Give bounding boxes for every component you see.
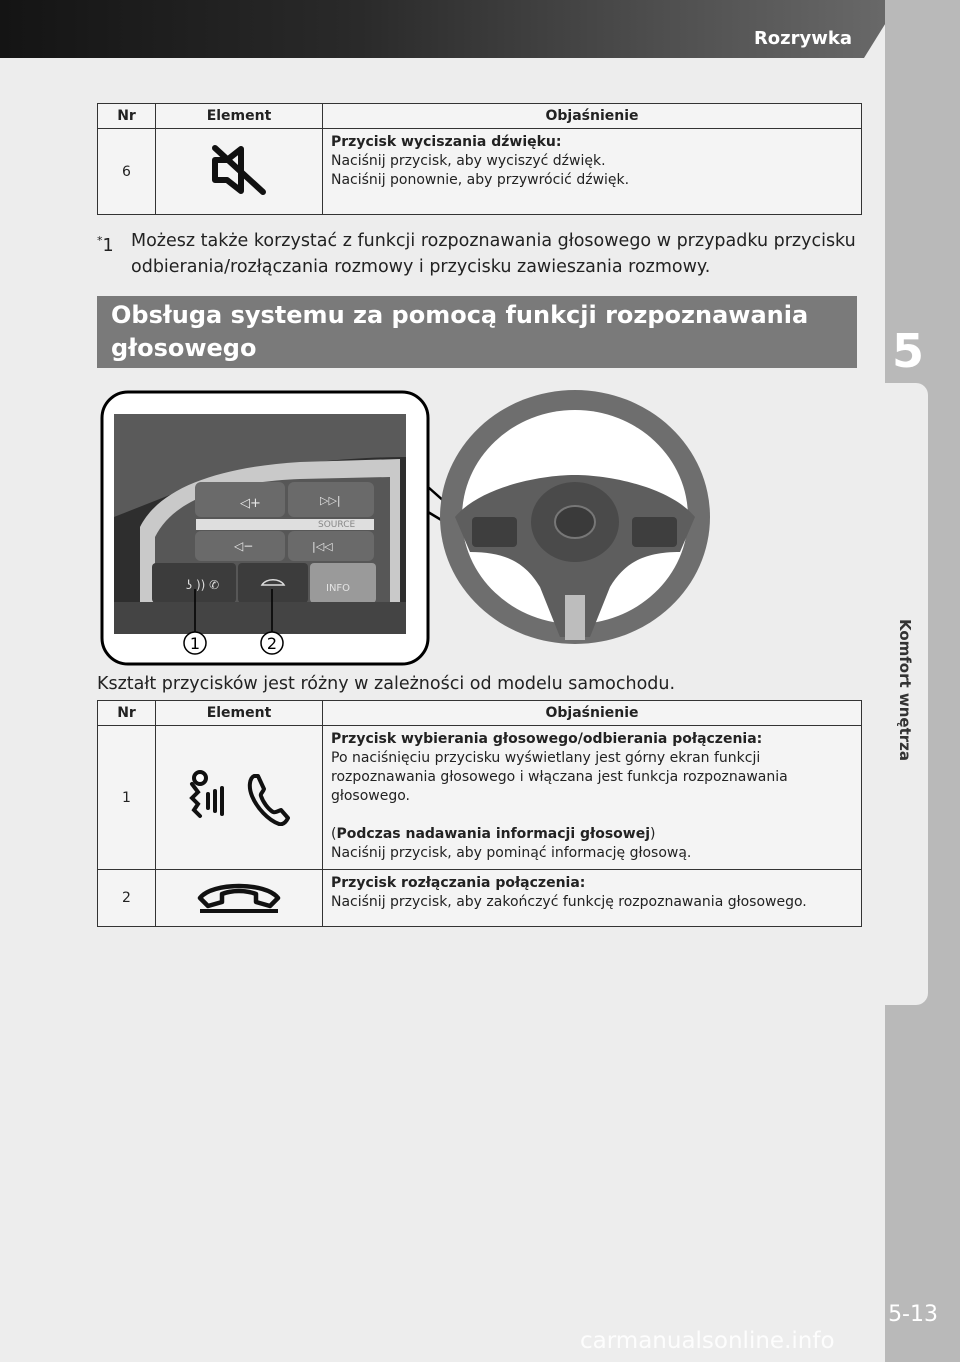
table-row — [98, 726, 862, 870]
desc-line: Naciśnij przycisk, aby wyciszyć dźwięk. — [331, 153, 606, 169]
desc-title: Przycisk wybierania głosowego/odbierania połączenia: — [331, 731, 763, 747]
next-track-button: ▷▷| — [320, 494, 341, 507]
row-nr: 6 — [98, 129, 156, 215]
hang-up-icon — [156, 870, 323, 927]
row-nr: 2 — [98, 870, 156, 927]
row-desc — [323, 129, 862, 215]
vol-up-button: ◁+ — [240, 496, 261, 511]
callout-2: 2 — [266, 634, 278, 653]
row-nr: 1 — [98, 726, 156, 870]
desc-line: Po naciśnięciu przycisku wyświetlany jest górny ekran funkcji rozpoznawania głosowego i włączana jest funkcja rozpoznawania głosowego. — [331, 750, 788, 804]
steering-wheel-drawing — [440, 390, 710, 644]
desc-line: Naciśnij ponownie, aby przywrócić dźwięk. — [331, 172, 630, 188]
desc-line: Naciśnij przycisk, aby zakończyć funkcję rozpoznawania głosowego. — [331, 894, 807, 910]
row-desc — [323, 870, 862, 927]
chapter-label: Komfort wnętrza — [896, 618, 914, 762]
steering-wheel-figure — [100, 387, 715, 669]
info-button: INFO — [326, 583, 351, 594]
vol-down-button: ◁− — [234, 539, 254, 553]
desc-line: Naciśnij przycisk, aby pominąć informację głosową. — [331, 845, 692, 861]
col-desc: Objaśnienie — [323, 104, 862, 129]
prev-track-button: |◁◁ — [312, 540, 333, 553]
section-title: Rozrywka — [753, 28, 852, 49]
table-header-row — [98, 701, 862, 726]
col-element: Element — [156, 701, 323, 726]
col-nr: Nr — [98, 701, 156, 726]
col-desc: Objaśnienie — [323, 701, 862, 726]
mute-icon — [156, 129, 323, 215]
footnote — [97, 228, 857, 280]
chapter-number: 5 — [891, 324, 924, 378]
footnote-text: Możesz także korzystać z funkcji rozpoznawania głosowego w przypadku przycisku odbierania/rozłączania rozmowy i przycisku zawieszania rozmowy. — [131, 231, 856, 277]
source-button: SOURCE — [318, 520, 356, 530]
page-number: 5-13 — [888, 1302, 938, 1327]
col-element: Element — [156, 104, 323, 129]
table-header-row — [98, 104, 862, 129]
desc-subheading: (Podczas nadawania informacji głosowej) — [331, 826, 656, 842]
desc-title: Przycisk rozłączania połączenia: — [331, 875, 586, 891]
figure-caption: Kształt przycisków jest różny w zależności od modelu samochodu. — [97, 674, 676, 694]
row-desc — [323, 726, 862, 870]
table-voice — [97, 700, 862, 927]
col-nr: Nr — [98, 104, 156, 129]
footnote-mark: *1 — [97, 234, 114, 256]
voice-and-phone-icon — [156, 726, 323, 870]
table-mute — [97, 103, 862, 215]
table-row — [98, 129, 862, 215]
section-heading: Obsługa systemu za pomocą funkcji rozpoznawania głosowego — [97, 296, 857, 368]
watermark: carmanualsonline.info — [580, 1328, 835, 1354]
table-row — [98, 870, 862, 927]
svg-text:ʖ )) ✆: ʖ )) ✆ — [186, 578, 220, 592]
desc-title: Przycisk wyciszania dźwięku: — [331, 134, 562, 150]
callout-1: 1 — [189, 634, 201, 653]
